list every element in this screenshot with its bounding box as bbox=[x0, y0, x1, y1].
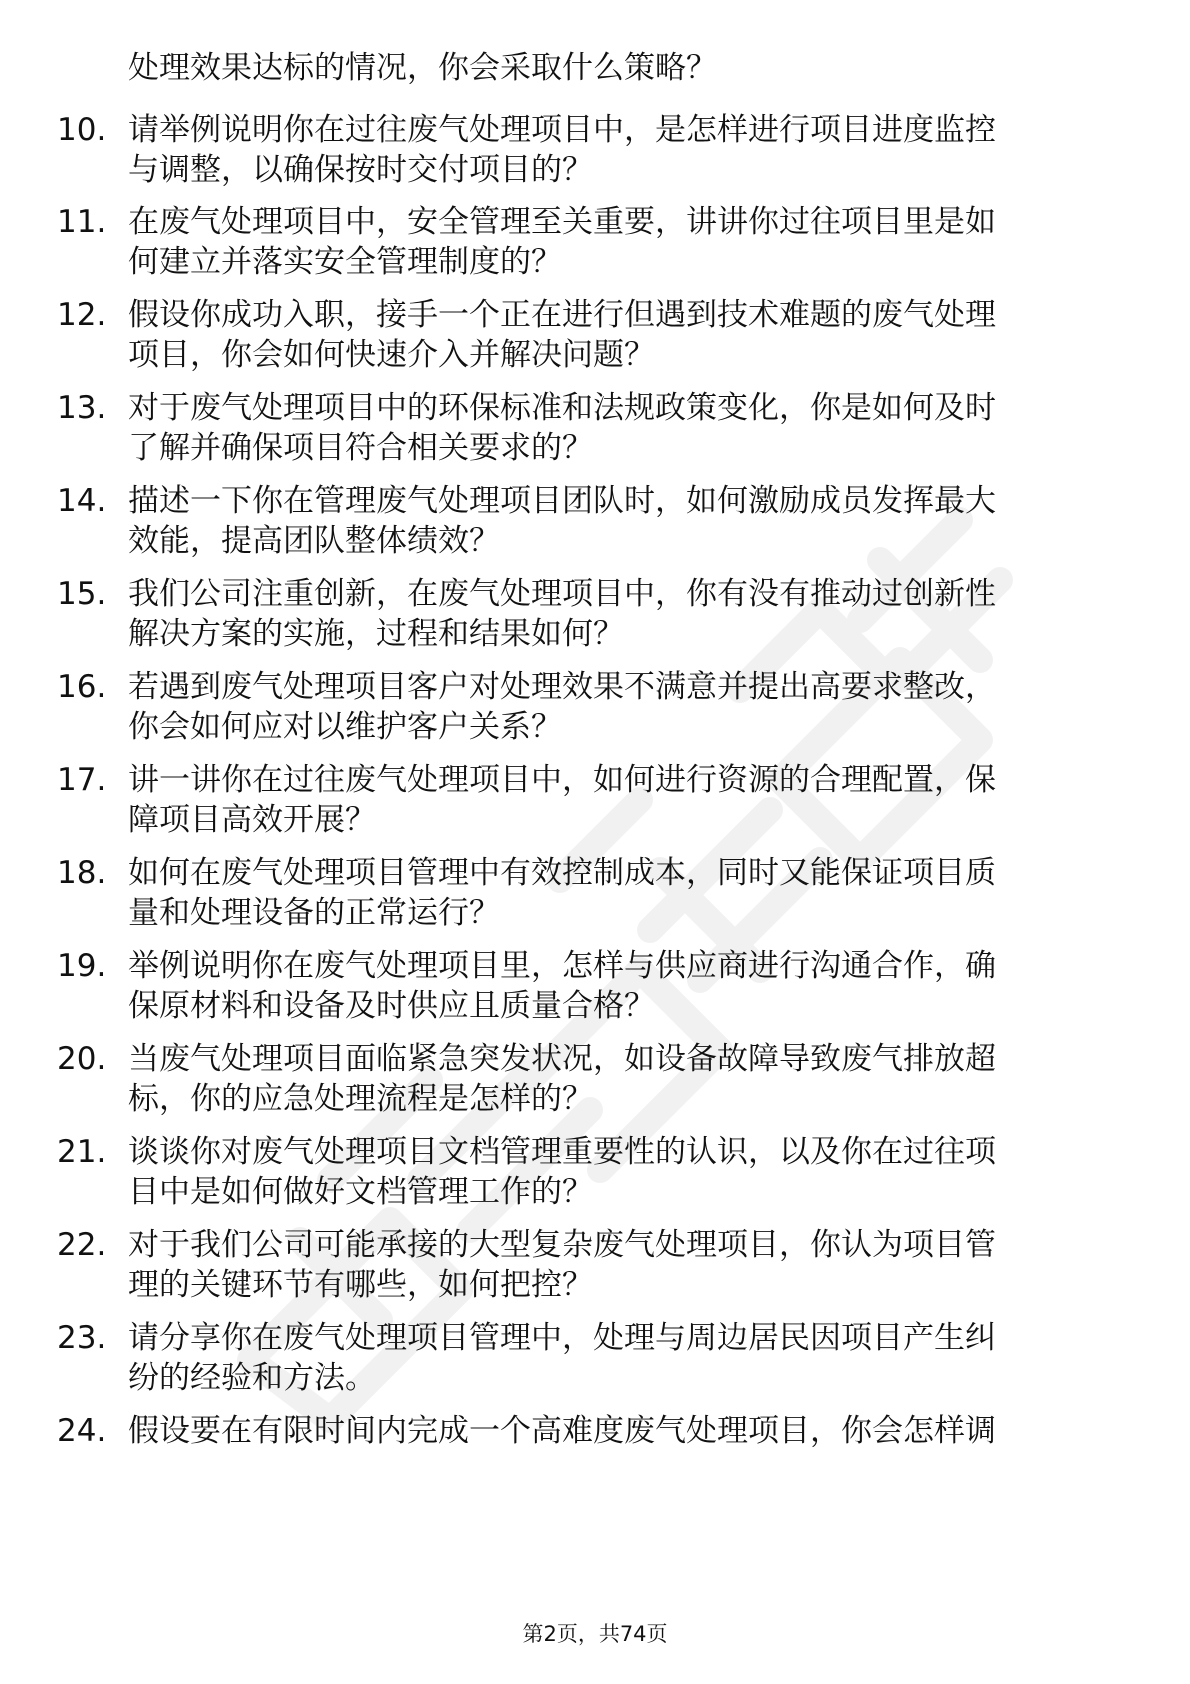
question-number: 19. bbox=[57, 948, 107, 984]
list-item bbox=[0, 1039, 1190, 1129]
list-item bbox=[0, 388, 1190, 478]
question-number: 24. bbox=[57, 1413, 107, 1449]
list-item bbox=[0, 1225, 1190, 1315]
list-item bbox=[0, 667, 1190, 757]
question-number: 22. bbox=[57, 1227, 107, 1263]
question-number: 20. bbox=[57, 1041, 107, 1077]
list-item bbox=[0, 481, 1190, 571]
list-item bbox=[0, 1411, 1190, 1456]
list-item bbox=[0, 760, 1190, 850]
question-text: 如何在废气处理项目管理中有效控制成本，同时又能保证项目质 量和处理设备的正常运行？ bbox=[128, 855, 996, 931]
question-text: 对于我们公司可能承接的大型复杂废气处理项目，你认为项目管 理的关键环节有哪些，如何把控？ bbox=[128, 1227, 996, 1303]
question-text: 假设要在有限时间内完成一个高难度废气处理项目，你会怎样调 bbox=[128, 1413, 996, 1449]
question-text: 假设你成功入职，接手一个正在进行但遇到技术难题的废气处理 项目，你会如何快速介入并解决问题？ bbox=[128, 297, 996, 373]
list-item bbox=[0, 295, 1190, 385]
question-text: 讲一讲你在过往废气处理项目中，如何进行资源的合理配置，保 障项目高效开展？ bbox=[128, 762, 996, 838]
list-item bbox=[0, 1132, 1190, 1222]
question-text: 当废气处理项目面临紧急突发状况，如设备故障导致废气排放超 标，你的应急处理流程是怎样的？ bbox=[128, 1041, 996, 1117]
question-text: 在废气处理项目中，安全管理至关重要，讲讲你过往项目里是如 何建立并落实安全管理制度的？ bbox=[128, 204, 996, 280]
question-text: 描述一下你在管理废气处理项目团队时，如何激励成员发挥最大 效能，提高团队整体绩效？ bbox=[128, 483, 996, 559]
question-text: 若遇到废气处理项目客户对处理效果不满意并提出高要求整改， 你会如何应对以维护客户关系？ bbox=[128, 669, 996, 745]
question-text: 对于废气处理项目中的环保标准和法规政策变化，你是如何及时 了解并确保项目符合相关要求的？ bbox=[128, 390, 996, 466]
list-item bbox=[0, 202, 1190, 292]
question-number: 14. bbox=[57, 483, 107, 519]
question-number: 12. bbox=[57, 297, 107, 333]
question-text: 谈谈你对废气处理项目文档管理重要性的认识，以及你在过往项 目中是如何做好文档管理工作的？ bbox=[128, 1134, 996, 1210]
list-item bbox=[0, 1318, 1190, 1408]
question-number: 21. bbox=[57, 1134, 107, 1170]
question-number: 16. bbox=[57, 669, 107, 705]
question-number: 15. bbox=[57, 576, 107, 612]
question-text: 请举例说明你在过往废气处理项目中，是怎样进行项目进度监控 与调整，以确保按时交付项目的？ bbox=[128, 112, 996, 188]
list-item bbox=[0, 574, 1190, 664]
question-number: 11. bbox=[57, 204, 107, 240]
question-number: 13. bbox=[57, 390, 107, 426]
list-item bbox=[0, 110, 1190, 200]
question-number: 23. bbox=[57, 1320, 107, 1356]
question-text: 请分享你在废气处理项目管理中，处理与周边居民因项目产生纠 纷的经验和方法。 bbox=[128, 1320, 996, 1396]
question-number: 10. bbox=[57, 112, 107, 148]
question-number: 17. bbox=[57, 762, 107, 798]
list-item bbox=[0, 853, 1190, 943]
continuation-text: 处理效果达标的情况，你会采取什么策略？ bbox=[128, 50, 717, 86]
question-text: 举例说明你在废气处理项目里，怎样与供应商进行沟通合作，确 保原材料和设备及时供应且质量合格？ bbox=[128, 948, 996, 1024]
question-number: 18. bbox=[57, 855, 107, 891]
list-item bbox=[0, 946, 1190, 1036]
question-text: 我们公司注重创新，在废气处理项目中，你有没有推动过创新性 解决方案的实施，过程和结果如何？ bbox=[128, 576, 996, 652]
page-footer: 第2页，共74页 bbox=[522, 1622, 668, 1646]
